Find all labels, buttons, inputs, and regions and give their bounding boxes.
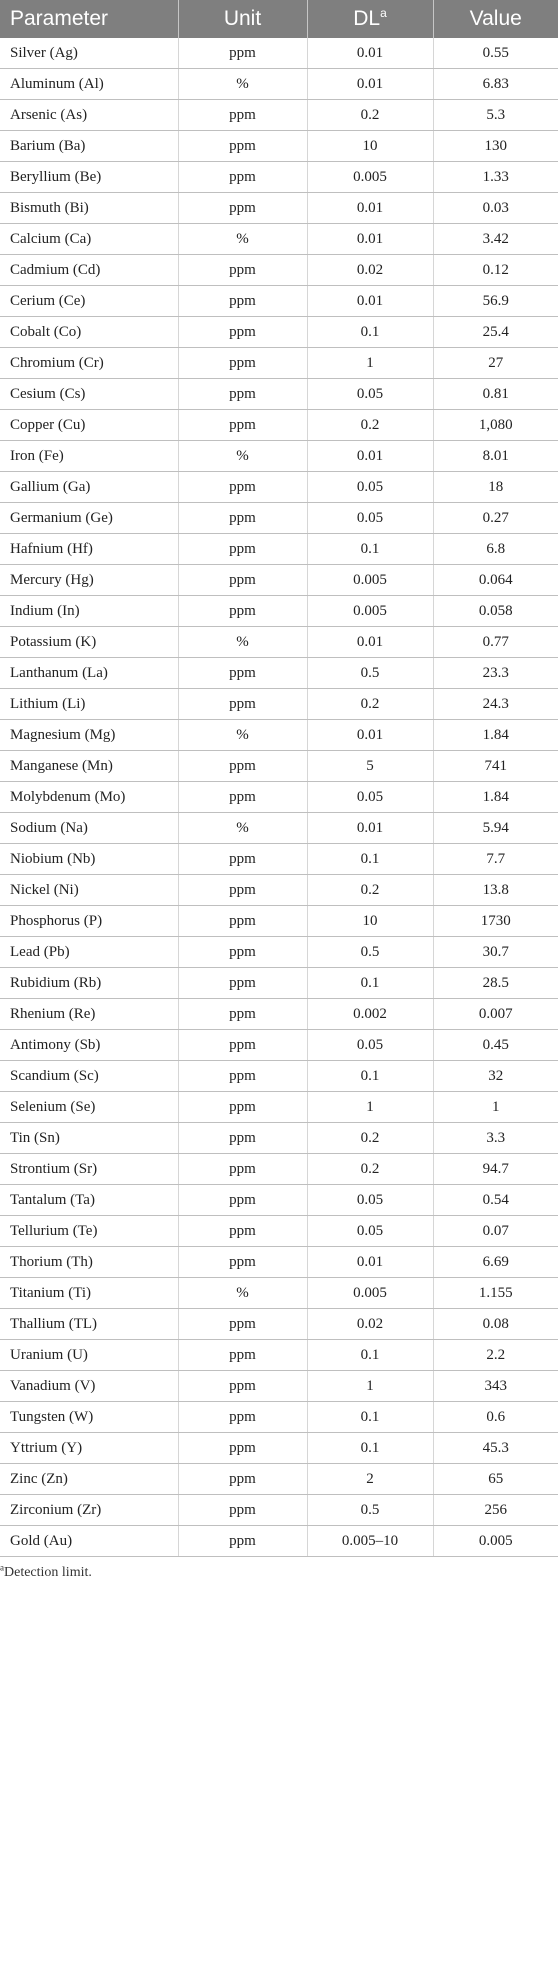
cell-value: 0.27 <box>433 503 558 534</box>
cell-unit: % <box>178 1278 307 1309</box>
header-dl-footnote-marker: a <box>380 6 387 20</box>
cell-unit: ppm <box>178 1185 307 1216</box>
table-row <box>0 348 558 379</box>
cell-parameter: Titanium (Ti) <box>0 1278 178 1309</box>
cell-unit: ppm <box>178 937 307 968</box>
cell-value: 1.84 <box>433 782 558 813</box>
table-row <box>0 162 558 193</box>
cell-parameter: Zinc (Zn) <box>0 1464 178 1495</box>
cell-parameter: Nickel (Ni) <box>0 875 178 906</box>
table-row <box>0 441 558 472</box>
cell-parameter: Gold (Au) <box>0 1526 178 1557</box>
cell-value: 0.07 <box>433 1216 558 1247</box>
cell-parameter: Indium (In) <box>0 596 178 627</box>
cell-value: 28.5 <box>433 968 558 999</box>
cell-dl: 0.005 <box>307 596 433 627</box>
cell-value: 1.155 <box>433 1278 558 1309</box>
cell-value: 1 <box>433 1092 558 1123</box>
cell-value: 45.3 <box>433 1433 558 1464</box>
cell-value: 30.7 <box>433 937 558 968</box>
cell-unit: % <box>178 224 307 255</box>
table-row <box>0 751 558 782</box>
table-row <box>0 1340 558 1371</box>
cell-unit: ppm <box>178 1123 307 1154</box>
cell-value: 0.54 <box>433 1185 558 1216</box>
table-row <box>0 503 558 534</box>
cell-value: 0.55 <box>433 38 558 69</box>
cell-parameter: Uranium (U) <box>0 1340 178 1371</box>
cell-value: 23.3 <box>433 658 558 689</box>
cell-dl: 0.1 <box>307 844 433 875</box>
cell-parameter: Tin (Sn) <box>0 1123 178 1154</box>
cell-unit: ppm <box>178 999 307 1030</box>
cell-dl: 0.1 <box>307 1061 433 1092</box>
cell-parameter: Hafnium (Hf) <box>0 534 178 565</box>
cell-unit: ppm <box>178 1526 307 1557</box>
cell-value: 0.007 <box>433 999 558 1030</box>
table-header <box>0 0 558 38</box>
cell-unit: ppm <box>178 1340 307 1371</box>
cell-dl: 0.1 <box>307 1340 433 1371</box>
cell-value: 0.45 <box>433 1030 558 1061</box>
cell-unit: ppm <box>178 751 307 782</box>
cell-dl: 5 <box>307 751 433 782</box>
cell-unit: ppm <box>178 1030 307 1061</box>
cell-value: 130 <box>433 131 558 162</box>
cell-dl: 0.02 <box>307 1309 433 1340</box>
cell-unit: % <box>178 627 307 658</box>
cell-unit: ppm <box>178 38 307 69</box>
cell-dl: 0.05 <box>307 503 433 534</box>
cell-dl: 0.005–10 <box>307 1526 433 1557</box>
cell-unit: ppm <box>178 782 307 813</box>
cell-parameter: Thorium (Th) <box>0 1247 178 1278</box>
table-row <box>0 565 558 596</box>
header-dl-text: DL <box>353 7 381 30</box>
cell-dl: 0.005 <box>307 565 433 596</box>
cell-parameter: Potassium (K) <box>0 627 178 658</box>
table-row <box>0 534 558 565</box>
cell-unit: ppm <box>178 689 307 720</box>
cell-dl: 0.5 <box>307 1495 433 1526</box>
table-row <box>0 1061 558 1092</box>
cell-value: 5.3 <box>433 100 558 131</box>
cell-value: 343 <box>433 1371 558 1402</box>
cell-unit: ppm <box>178 1092 307 1123</box>
table-row <box>0 658 558 689</box>
header-dl <box>307 0 433 38</box>
cell-dl: 0.005 <box>307 1278 433 1309</box>
cell-unit: ppm <box>178 1402 307 1433</box>
cell-parameter: Manganese (Mn) <box>0 751 178 782</box>
cell-dl: 0.01 <box>307 441 433 472</box>
cell-parameter: Copper (Cu) <box>0 410 178 441</box>
cell-value: 256 <box>433 1495 558 1526</box>
cell-dl: 0.2 <box>307 1154 433 1185</box>
table-row <box>0 1526 558 1557</box>
table-row <box>0 906 558 937</box>
cell-parameter: Calcium (Ca) <box>0 224 178 255</box>
cell-dl: 10 <box>307 131 433 162</box>
table-row <box>0 131 558 162</box>
cell-value: 3.42 <box>433 224 558 255</box>
cell-dl: 0.01 <box>307 286 433 317</box>
table-row <box>0 1371 558 1402</box>
cell-value: 0.005 <box>433 1526 558 1557</box>
cell-unit: ppm <box>178 472 307 503</box>
cell-value: 7.7 <box>433 844 558 875</box>
cell-dl: 0.2 <box>307 100 433 131</box>
table-row <box>0 1185 558 1216</box>
table-row <box>0 1495 558 1526</box>
cell-unit: ppm <box>178 1216 307 1247</box>
header-unit: Unit <box>178 0 307 38</box>
table-row <box>0 224 558 255</box>
cell-parameter: Tellurium (Te) <box>0 1216 178 1247</box>
cell-parameter: Strontium (Sr) <box>0 1154 178 1185</box>
cell-value: 0.064 <box>433 565 558 596</box>
cell-unit: ppm <box>178 193 307 224</box>
table-row <box>0 720 558 751</box>
cell-parameter: Arsenic (As) <box>0 100 178 131</box>
cell-unit: ppm <box>178 1061 307 1092</box>
cell-value: 3.3 <box>433 1123 558 1154</box>
table-row <box>0 1216 558 1247</box>
cell-dl: 0.05 <box>307 472 433 503</box>
cell-unit: ppm <box>178 534 307 565</box>
cell-parameter: Rubidium (Rb) <box>0 968 178 999</box>
table-row <box>0 1402 558 1433</box>
cell-parameter: Mercury (Hg) <box>0 565 178 596</box>
cell-dl: 0.2 <box>307 410 433 441</box>
cell-unit: ppm <box>178 875 307 906</box>
table-row <box>0 1123 558 1154</box>
cell-parameter: Cobalt (Co) <box>0 317 178 348</box>
table-row <box>0 472 558 503</box>
cell-dl: 1 <box>307 1092 433 1123</box>
cell-dl: 0.05 <box>307 379 433 410</box>
cell-dl: 0.01 <box>307 627 433 658</box>
cell-parameter: Phosphorus (P) <box>0 906 178 937</box>
cell-parameter: Antimony (Sb) <box>0 1030 178 1061</box>
cell-parameter: Aluminum (Al) <box>0 69 178 100</box>
header-value: Value <box>433 0 558 38</box>
cell-dl: 0.05 <box>307 1216 433 1247</box>
cell-value: 6.83 <box>433 69 558 100</box>
cell-dl: 0.1 <box>307 1402 433 1433</box>
cell-value: 0.6 <box>433 1402 558 1433</box>
cell-unit: % <box>178 813 307 844</box>
cell-dl: 0.01 <box>307 813 433 844</box>
cell-dl: 0.002 <box>307 999 433 1030</box>
cell-dl: 0.01 <box>307 224 433 255</box>
cell-unit: ppm <box>178 317 307 348</box>
cell-unit: % <box>178 69 307 100</box>
cell-value: 27 <box>433 348 558 379</box>
cell-value: 65 <box>433 1464 558 1495</box>
cell-unit: ppm <box>178 131 307 162</box>
cell-parameter: Niobium (Nb) <box>0 844 178 875</box>
cell-parameter: Rhenium (Re) <box>0 999 178 1030</box>
cell-parameter: Magnesium (Mg) <box>0 720 178 751</box>
cell-dl: 0.01 <box>307 193 433 224</box>
header-parameter: Parameter <box>0 0 178 38</box>
cell-parameter: Lithium (Li) <box>0 689 178 720</box>
cell-unit: ppm <box>178 255 307 286</box>
cell-dl: 0.2 <box>307 689 433 720</box>
cell-value: 18 <box>433 472 558 503</box>
cell-value: 0.12 <box>433 255 558 286</box>
cell-dl: 0.05 <box>307 1030 433 1061</box>
table-row <box>0 937 558 968</box>
cell-value: 5.94 <box>433 813 558 844</box>
cell-unit: % <box>178 441 307 472</box>
cell-parameter: Gallium (Ga) <box>0 472 178 503</box>
cell-value: 1,080 <box>433 410 558 441</box>
cell-unit: % <box>178 720 307 751</box>
table-row <box>0 875 558 906</box>
table-row <box>0 689 558 720</box>
cell-unit: ppm <box>178 100 307 131</box>
cell-parameter: Selenium (Se) <box>0 1092 178 1123</box>
cell-dl: 0.05 <box>307 782 433 813</box>
footnote <box>0 1557 558 1581</box>
cell-unit: ppm <box>178 1433 307 1464</box>
table-row <box>0 379 558 410</box>
cell-parameter: Silver (Ag) <box>0 38 178 69</box>
table-row <box>0 255 558 286</box>
cell-parameter: Cerium (Ce) <box>0 286 178 317</box>
cell-unit: ppm <box>178 503 307 534</box>
cell-dl: 10 <box>307 906 433 937</box>
footnote-marker: a <box>0 1562 4 1573</box>
cell-parameter: Iron (Fe) <box>0 441 178 472</box>
table-row <box>0 1030 558 1061</box>
cell-value: 8.01 <box>433 441 558 472</box>
cell-value: 0.058 <box>433 596 558 627</box>
cell-parameter: Vanadium (V) <box>0 1371 178 1402</box>
cell-dl: 0.1 <box>307 534 433 565</box>
cell-unit: ppm <box>178 968 307 999</box>
cell-unit: ppm <box>178 286 307 317</box>
cell-parameter: Thallium (TL) <box>0 1309 178 1340</box>
cell-parameter: Sodium (Na) <box>0 813 178 844</box>
table-row <box>0 596 558 627</box>
cell-dl: 0.02 <box>307 255 433 286</box>
cell-dl: 0.1 <box>307 317 433 348</box>
cell-value: 1730 <box>433 906 558 937</box>
cell-dl: 0.01 <box>307 69 433 100</box>
table-row <box>0 999 558 1030</box>
cell-dl: 0.005 <box>307 162 433 193</box>
cell-parameter: Cadmium (Cd) <box>0 255 178 286</box>
table-row <box>0 1092 558 1123</box>
cell-value: 0.08 <box>433 1309 558 1340</box>
cell-unit: ppm <box>178 1495 307 1526</box>
cell-value: 0.03 <box>433 193 558 224</box>
cell-dl: 1 <box>307 1371 433 1402</box>
cell-parameter: Lead (Pb) <box>0 937 178 968</box>
cell-dl: 1 <box>307 348 433 379</box>
table-row <box>0 317 558 348</box>
cell-dl: 0.5 <box>307 937 433 968</box>
cell-unit: ppm <box>178 844 307 875</box>
cell-dl: 0.05 <box>307 1185 433 1216</box>
cell-dl: 0.1 <box>307 968 433 999</box>
cell-value: 24.3 <box>433 689 558 720</box>
cell-parameter: Cesium (Cs) <box>0 379 178 410</box>
cell-dl: 0.01 <box>307 720 433 751</box>
cell-dl: 0.1 <box>307 1433 433 1464</box>
cell-value: 2.2 <box>433 1340 558 1371</box>
cell-parameter: Beryllium (Be) <box>0 162 178 193</box>
cell-unit: ppm <box>178 1464 307 1495</box>
cell-unit: ppm <box>178 596 307 627</box>
cell-value: 32 <box>433 1061 558 1092</box>
cell-parameter: Lanthanum (La) <box>0 658 178 689</box>
table-row <box>0 1154 558 1185</box>
table-row <box>0 69 558 100</box>
cell-parameter: Zirconium (Zr) <box>0 1495 178 1526</box>
cell-dl: 0.5 <box>307 658 433 689</box>
table-row <box>0 844 558 875</box>
cell-dl: 0.01 <box>307 1247 433 1278</box>
cell-unit: ppm <box>178 379 307 410</box>
table-row <box>0 627 558 658</box>
cell-value: 56.9 <box>433 286 558 317</box>
table-row <box>0 193 558 224</box>
cell-value: 13.8 <box>433 875 558 906</box>
cell-unit: ppm <box>178 162 307 193</box>
cell-value: 0.81 <box>433 379 558 410</box>
table-row <box>0 1278 558 1309</box>
cell-value: 94.7 <box>433 1154 558 1185</box>
table-row <box>0 1433 558 1464</box>
cell-parameter: Tungsten (W) <box>0 1402 178 1433</box>
cell-unit: ppm <box>178 1154 307 1185</box>
table-row <box>0 782 558 813</box>
table-row <box>0 813 558 844</box>
header-row <box>0 0 558 38</box>
cell-value: 6.69 <box>433 1247 558 1278</box>
table-row <box>0 100 558 131</box>
footnote-text: Detection limit. <box>4 1565 92 1580</box>
table-body <box>0 38 558 1557</box>
table-row <box>0 1247 558 1278</box>
cell-dl: 0.2 <box>307 875 433 906</box>
table-row <box>0 410 558 441</box>
cell-value: 6.8 <box>433 534 558 565</box>
cell-parameter: Molybdenum (Mo) <box>0 782 178 813</box>
table-row <box>0 1309 558 1340</box>
cell-unit: ppm <box>178 1247 307 1278</box>
cell-parameter: Yttrium (Y) <box>0 1433 178 1464</box>
table-row <box>0 38 558 69</box>
cell-parameter: Tantalum (Ta) <box>0 1185 178 1216</box>
table-row <box>0 286 558 317</box>
cell-unit: ppm <box>178 906 307 937</box>
cell-unit: ppm <box>178 410 307 441</box>
cell-dl: 0.01 <box>307 38 433 69</box>
cell-unit: ppm <box>178 565 307 596</box>
table-row <box>0 968 558 999</box>
cell-parameter: Barium (Ba) <box>0 131 178 162</box>
cell-unit: ppm <box>178 348 307 379</box>
cell-value: 25.4 <box>433 317 558 348</box>
cell-unit: ppm <box>178 1309 307 1340</box>
cell-unit: ppm <box>178 658 307 689</box>
cell-value: 1.84 <box>433 720 558 751</box>
cell-value: 1.33 <box>433 162 558 193</box>
cell-dl: 2 <box>307 1464 433 1495</box>
cell-dl: 0.2 <box>307 1123 433 1154</box>
cell-value: 0.77 <box>433 627 558 658</box>
cell-unit: ppm <box>178 1371 307 1402</box>
cell-parameter: Scandium (Sc) <box>0 1061 178 1092</box>
cell-parameter: Chromium (Cr) <box>0 348 178 379</box>
table-row <box>0 1464 558 1495</box>
cell-parameter: Germanium (Ge) <box>0 503 178 534</box>
cell-parameter: Bismuth (Bi) <box>0 193 178 224</box>
cell-value: 741 <box>433 751 558 782</box>
